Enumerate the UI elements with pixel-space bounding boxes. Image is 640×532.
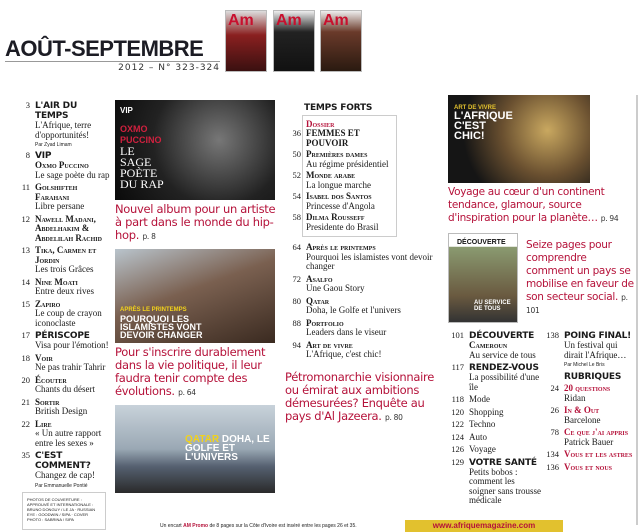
entry-body (469, 433, 543, 443)
entry-title: Après le printemps (306, 242, 376, 252)
temps-forts-column (285, 103, 437, 424)
contents-entry[interactable] (285, 275, 437, 294)
entry-title: FEMMES ET POUVOIR (306, 128, 360, 148)
chic-photo[interactable]: ART DE VIVRE L'AFRIQUE C'EST CHIC! (448, 95, 590, 183)
entry-title: Asalfo (306, 273, 333, 284)
entry-body (35, 451, 113, 489)
page-number: 124 (451, 431, 464, 442)
section-heading: POING FINAL! (564, 331, 632, 341)
contents-entry[interactable] (285, 213, 394, 232)
vip-caption[interactable]: Nouvel album pour un artiste à part dans le monde du hip-hop. p. 8 (115, 202, 276, 242)
issue-title: AOÛT-SEPTEMBRE (5, 36, 204, 61)
entry-body (35, 398, 113, 417)
page-number: 17 (21, 330, 30, 340)
page-number: 78 (550, 427, 559, 437)
entry-title: Golshifteh Farahani (35, 182, 78, 202)
islamists-caption[interactable]: Pour s'inscrire durablement dans la vie politique, il leur faudra tenir compte des évolutions. p. 64 (115, 345, 266, 398)
contents-entry[interactable] (543, 331, 634, 368)
entry-title: Lire (35, 418, 52, 429)
entry-text: Chants du désert (35, 384, 95, 394)
page-number: 3 (25, 100, 30, 110)
entry-text: Un festival qui dirait l'Afrique… (564, 340, 627, 360)
contents-entry[interactable] (448, 331, 543, 360)
entry-title: Écouter (35, 374, 67, 385)
contents-entry[interactable] (14, 151, 113, 180)
entry-title: Cameroun (469, 340, 508, 350)
byline: Par Michel Le Bris (564, 362, 605, 368)
entry-text: Barcelone (564, 414, 601, 425)
issue-number: 2012 – N° 323-324 (118, 63, 220, 73)
entry-text: Mode (469, 394, 490, 404)
entry-title: Voir (35, 352, 53, 363)
islamists-photo[interactable]: APRÈS LE PRINTEMPS POURQUOI LES ISLAMISTES VONT DEVOIR CHANGER (115, 249, 275, 343)
entry-title: 20 questions (564, 383, 611, 393)
entry-body (306, 341, 437, 360)
page-number: 120 (451, 406, 464, 417)
page-number: 20 (21, 374, 30, 385)
entry-text: Au service de tous (469, 349, 536, 360)
right-column (448, 95, 634, 509)
entry-title: Zapiro (35, 298, 61, 309)
rubriques-heading: RUBRIQUES (564, 372, 622, 382)
vip-photo[interactable]: VIP OXMO PUCCINO LE SAGE POÈTE DU RAP (115, 100, 275, 200)
page-number: 117 (451, 362, 464, 372)
entry-body (469, 420, 543, 430)
page-number: 52 (292, 170, 301, 180)
photo-column (115, 100, 283, 493)
page-number: 24 (550, 383, 559, 393)
page-number: 26 (550, 405, 559, 415)
entry-text: Doha, le Golfe et l'univers (306, 305, 401, 315)
contents-entry[interactable] (14, 246, 113, 275)
entry-body (564, 463, 634, 473)
entry-body (35, 300, 113, 329)
contents-entry[interactable] (14, 101, 113, 148)
contents-entry[interactable] (14, 278, 113, 297)
entry-text: Une Gaou Story (306, 283, 365, 293)
entry-text: Le sage poète du rap (35, 169, 110, 180)
entry-text: Shopping (469, 406, 504, 417)
entry-body (469, 408, 543, 418)
contents-entry[interactable] (285, 192, 394, 211)
entry-title: Monde arabe (306, 170, 356, 180)
section-heading: C'EST COMMENT? (35, 451, 91, 471)
entry-title: Premières dames (306, 149, 368, 159)
section-heading: DÉCOUVERTE (469, 331, 535, 341)
magazine-cover-3[interactable]: Am (320, 10, 362, 72)
entry-title: Ce que j'ai appris (564, 427, 629, 437)
contents-entry[interactable] (448, 420, 543, 430)
entry-body (306, 243, 437, 272)
website-link[interactable]: www.afriquemagazine.com (405, 520, 563, 532)
entry-text: La possibilité d'une île (469, 372, 540, 392)
page-number: 134 (546, 449, 559, 459)
insert-note: Un encart AM Promo de 8 pages sur la Côte d'Ivoire est inséré entre les pages 26 et 35. (160, 523, 357, 529)
entry-body (35, 101, 113, 148)
entry-body (35, 331, 113, 351)
page-number: 36 (292, 128, 301, 138)
contents-entry[interactable] (14, 215, 113, 244)
contents-entry[interactable] (285, 129, 394, 148)
entry-body (35, 354, 113, 373)
entry-body (469, 458, 543, 506)
entry-text: L'Afrique, c'est chic! (306, 349, 382, 359)
chic-caption[interactable]: Voyage au cœur d'un continent tendance, glamour, source d'inspiration pour la planète… p. 94 (448, 186, 619, 224)
rendezvous-column (448, 331, 543, 509)
page-number: 35 (21, 450, 30, 460)
page-number: 122 (451, 419, 464, 429)
entry-text: Patrick Bauer (564, 436, 614, 447)
page-number: 101 (451, 330, 464, 340)
entry-body (35, 246, 113, 275)
contents-entry[interactable] (543, 384, 634, 403)
dossier-label: Dossier (306, 119, 335, 129)
entry-text: Ne pas trahir Tahrir (35, 362, 106, 372)
contents-entry[interactable] (543, 428, 634, 447)
page-edge (636, 95, 638, 525)
entry-title: Qatar (306, 295, 330, 306)
entry-text: Le coup de crayon iconoclaste (35, 308, 102, 328)
entry-text: Pourquoi les islamistes vont devoir changer (306, 251, 433, 271)
page-number: 136 (546, 461, 559, 472)
entry-text: Les trois Grâces (35, 264, 94, 274)
page-number: 11 (21, 182, 30, 192)
entry-body (469, 363, 543, 392)
entry-body (35, 183, 113, 212)
rubriques-column (543, 331, 634, 509)
page-number: 21 (21, 396, 30, 407)
entry-title: Nine Moati (35, 276, 78, 287)
entry-text: La longue marche (306, 179, 371, 190)
entry-text: Ridan (564, 392, 586, 403)
contents-entry[interactable] (448, 363, 543, 392)
contents-entry[interactable] (285, 150, 394, 169)
dossier-box (292, 115, 397, 237)
entry-title: Vous et les astres (564, 449, 633, 459)
contents-entry[interactable] (543, 450, 634, 460)
contents-entry[interactable] (14, 420, 113, 449)
qatar-photo[interactable]: QATAR DOHA, LE GOLFE ET L'UNIVERS (115, 405, 275, 493)
contents-entry[interactable] (448, 445, 543, 455)
page-number: 12 (21, 213, 30, 224)
entry-title: Art de vivre (306, 339, 353, 350)
entry-body (306, 150, 394, 169)
qatar-caption[interactable]: Pétromonarchie visionnaire ou émirat aux ambitions démesurées? Enquête au pays d'Al Jazeera. p. 80 (285, 369, 435, 423)
entry-body (469, 395, 543, 405)
photo-credits: PHOTOS DE COUVERTURE : APPROUVÉ ET INTERNATIONALE : BRUNO DONGUY / LE JA · RUSSIAN EYE : GOODWIN / SIPA · COVER PHOTO : SABRINA / SIPA (22, 492, 106, 530)
entry-title: Nawell Madani, Abdelhakim & Abdelilah Rachid (35, 213, 102, 243)
decouverte-cover[interactable]: DÉCOUVERTE AU SERVICE DE TOUS (448, 233, 518, 323)
entry-body (564, 331, 634, 368)
page-number: 54 (292, 191, 301, 201)
title-rule (5, 61, 220, 62)
contents-entry[interactable] (14, 376, 113, 395)
contents-entry[interactable] (285, 319, 437, 338)
byline: Par Zyad Limam (35, 142, 72, 148)
page-number: 58 (292, 212, 301, 222)
entry-body (306, 129, 394, 148)
magazine-cover-1[interactable]: Am (225, 10, 267, 72)
entry-text: Leaders dans le viseur (306, 327, 387, 337)
page-number: 88 (292, 317, 301, 328)
entry-text: Libre persane (35, 201, 85, 211)
temps-forts-heading: TEMPS FORTS (304, 103, 373, 113)
page-number: 15 (21, 298, 30, 309)
entry-text: L'Afrique, terre d'opportunités! (35, 120, 92, 140)
byline: Par Emmanuelle Pontié (35, 482, 88, 489)
entry-text: « Un autre rapport entre les sexes » (35, 428, 102, 448)
entry-body (35, 215, 113, 244)
entry-body (469, 445, 543, 455)
page-number: 138 (546, 330, 559, 340)
entry-text: Petits bobos : comment les soigner sans trousse médicale (469, 466, 541, 505)
entry-body (35, 376, 113, 395)
entry-title: Tika, Carmen et Jordin (35, 245, 97, 265)
section-heading: PÉRISCOPE (35, 331, 90, 341)
contents-entry[interactable] (285, 243, 437, 272)
contents-entry[interactable] (285, 341, 437, 360)
section-heading: VIP (35, 151, 52, 161)
contents-entry[interactable] (285, 171, 394, 190)
contents-entry[interactable] (14, 331, 113, 351)
entry-title: Portfolio (306, 317, 344, 328)
page-number: 126 (451, 444, 464, 454)
page-number: 13 (21, 245, 30, 255)
page-number: 64 (292, 242, 301, 252)
contents-entry[interactable] (14, 354, 113, 373)
entry-body (306, 297, 437, 316)
page-number: 22 (21, 418, 30, 429)
contents-entry[interactable] (14, 451, 113, 489)
contents-entry[interactable] (448, 395, 543, 405)
contents-entry[interactable] (448, 458, 543, 506)
entry-body (564, 384, 634, 403)
magazine-cover-2[interactable]: Am (273, 10, 315, 72)
entry-text: Voyage (469, 444, 496, 454)
entry-title: In & Out (564, 405, 600, 415)
entry-body (306, 275, 437, 294)
decouverte-caption[interactable]: Seize pages pour comprendre comment un pays se mobilise en faveur de son secteur social. p. 101 (526, 239, 634, 315)
entry-body (35, 278, 113, 297)
page-number: 18 (21, 352, 30, 363)
entry-body (564, 428, 634, 447)
page-number: 94 (292, 339, 301, 350)
entry-text: Visa pour l'émotion! (35, 340, 109, 350)
entry-title: Isabel dos Santos (306, 191, 372, 201)
entry-body (306, 213, 394, 232)
entry-title: Sortir (35, 396, 60, 407)
page-number: 80 (292, 295, 301, 306)
entry-text: Changez de cap! (35, 470, 95, 480)
section-heading: RENDEZ-VOUS (469, 363, 539, 373)
entry-body (35, 151, 113, 180)
entry-body (469, 331, 543, 360)
entry-title: Dilma Rousseff (306, 212, 365, 222)
entry-title: Vous et nous (564, 461, 613, 472)
contents-entry[interactable] (543, 406, 634, 425)
contents-entry[interactable] (543, 463, 634, 473)
entry-text: Techno (469, 419, 496, 429)
entry-text: Auto (469, 431, 487, 442)
entry-text: Presidente do Brasil (306, 221, 379, 232)
entry-body (306, 319, 437, 338)
entry-text: Entre deux rives (35, 286, 94, 296)
page-number: 72 (292, 273, 301, 284)
page-number: 50 (292, 149, 301, 159)
entry-text: Princesse d'Angola (306, 200, 375, 211)
entry-text: Au régime présidentiel (306, 158, 389, 169)
section-heading: VOTRE SANTÉ (469, 457, 537, 468)
contents-left-column (14, 101, 113, 530)
contents-entry[interactable] (14, 183, 113, 212)
page-number: 14 (21, 276, 30, 287)
section-heading: L'AIR DU TEMPS (35, 101, 78, 121)
entry-body (35, 420, 113, 449)
page-number: 129 (451, 456, 464, 467)
page-number: 8 (25, 150, 30, 160)
page-number: 118 (451, 394, 464, 404)
contents-entry[interactable] (448, 408, 543, 418)
contents-entry[interactable] (14, 398, 113, 417)
contents-entry[interactable] (14, 300, 113, 329)
entry-body (564, 406, 634, 425)
contents-entry[interactable] (285, 297, 437, 316)
entry-body (306, 171, 394, 190)
entry-body (564, 450, 634, 460)
contents-entry[interactable] (448, 433, 543, 443)
entry-body (306, 192, 394, 211)
entry-text: British Design (35, 406, 88, 416)
entry-title: Oxmo Puccino (35, 160, 89, 170)
